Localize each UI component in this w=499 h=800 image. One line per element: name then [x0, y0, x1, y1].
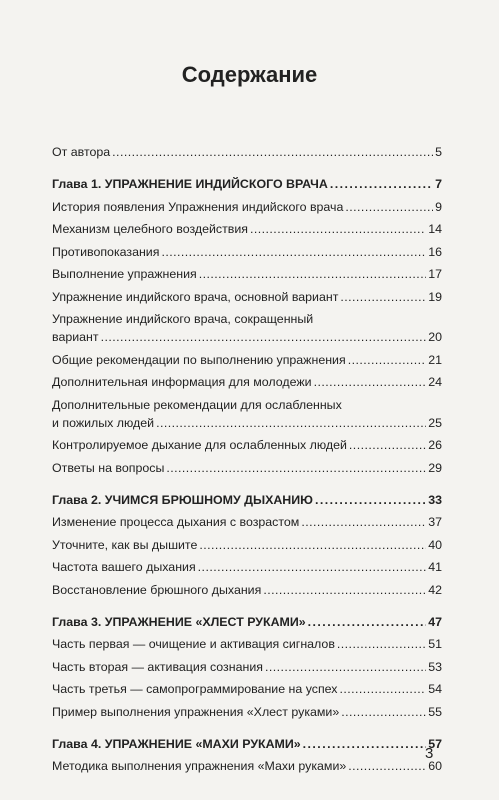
chapter-title: Глава 3. УПРАЖНЕНИЕ «ХЛЕСТ РУКАМИ»: [52, 614, 306, 629]
toc-entry-text: Ответы на вопросы: [52, 460, 165, 475]
leader-dots: [250, 220, 426, 238]
toc-entry-text: Восстановление брюшного дыхания: [52, 582, 262, 597]
page-number: 3: [425, 745, 434, 762]
toc-entry-row: [52, 536, 442, 554]
toc-entry-page: 24: [428, 375, 442, 389]
leader-dots: [301, 513, 426, 531]
toc-entry-text: От автора: [52, 145, 111, 159]
toc-entry-text: Часть вторая — активация сознания: [52, 659, 263, 674]
chapter-page: 57: [428, 736, 442, 751]
toc-entry-page: 51: [428, 637, 442, 651]
toc-entry-page: 19: [428, 289, 442, 304]
leader-dots: [330, 175, 433, 193]
toc-entry-text: Частота вашего дыхания: [52, 560, 196, 574]
leader-dots: [348, 757, 426, 775]
toc-entry: [52, 536, 442, 554]
toc-entry-text: Дополнительная информация для молодежи: [52, 375, 312, 389]
chapter-title: Глава 4. УПРАЖНЕНИЕ «МАХИ РУКАМИ»: [52, 736, 301, 751]
toc-entry-page: 16: [428, 244, 442, 259]
toc-entry-intro: [52, 143, 442, 161]
chapter-page: 33: [428, 492, 442, 507]
toc-entry: [52, 351, 442, 369]
toc-entry: [52, 703, 442, 721]
toc-entry-page: 26: [428, 438, 442, 452]
leader-dots: [337, 635, 426, 653]
toc-entry-row: [52, 373, 442, 391]
chapter-title: Глава 1. УПРАЖНЕНИЕ ИНДИЙСКОГО ВРАЧА: [52, 177, 328, 191]
toc-entry-text: Контролируемое дыхание для ослабленных людей: [52, 438, 347, 452]
leader-dots: [340, 288, 426, 306]
chapter-title: Глава 2. УЧИМСЯ БРЮШНОМУ ДЫХАНИЮ: [52, 492, 313, 507]
chapter-heading-row: [52, 491, 442, 509]
toc-entry: [52, 288, 442, 306]
toc-entry-row: [52, 558, 442, 576]
toc-entry-row: [52, 198, 442, 216]
chapter-spacer: [52, 161, 442, 175]
toc-entry-row: [52, 635, 442, 653]
toc-entry: [52, 558, 442, 576]
toc-entry-row: [52, 459, 442, 477]
toc-entry: [52, 220, 442, 238]
toc-entry: [52, 459, 442, 477]
toc-entry: [52, 396, 442, 432]
leader-dots: [199, 536, 426, 554]
toc-entry-row: [52, 220, 442, 238]
chapter-heading-row: [52, 175, 442, 193]
toc-entry-text: Уточните, как вы дышите: [52, 537, 198, 552]
chapter-page: 47: [428, 614, 442, 629]
leader-dots: [161, 243, 426, 261]
leader-dots: [263, 581, 426, 599]
toc-entry-row: [52, 414, 442, 432]
toc-entry-text: Общие рекомендации по выполнению упражнения: [52, 352, 346, 367]
toc-entry-page: 9: [435, 199, 442, 214]
toc-entry: [52, 198, 442, 216]
toc-entry-page: 14: [428, 222, 442, 236]
leader-dots: [340, 680, 427, 698]
table-of-contents: [52, 143, 442, 775]
toc-entry-row: [52, 243, 442, 261]
toc-entry-first-line: Дополнительные рекомендации для ослабленных: [52, 397, 342, 412]
toc-entry-row: [52, 436, 442, 454]
toc-entry-page: 40: [428, 537, 442, 552]
toc-entry-text: вариант: [52, 330, 99, 344]
toc-entry-page: 21: [428, 352, 442, 367]
leader-dots: [315, 491, 426, 509]
toc-entry: [52, 373, 442, 391]
toc-entry: [52, 310, 442, 346]
chapter-spacer: [52, 721, 442, 735]
toc-entry-text: и пожилых людей: [52, 415, 155, 430]
toc-entry-page: 17: [428, 267, 442, 281]
toc-entry-row: [52, 513, 442, 531]
leader-dots: [112, 143, 433, 161]
toc-entry: [52, 581, 442, 599]
toc-entry: [52, 680, 442, 698]
toc-entry-page: 54: [428, 682, 442, 696]
toc-entry-first-line: Упражнение индийского врача, сокращенный: [52, 312, 314, 326]
leader-dots: [349, 436, 426, 454]
toc-entry-text: Упражнение индийского врача, основной вариант: [52, 289, 339, 304]
leader-dots: [303, 735, 427, 753]
toc-entry-row: [52, 581, 442, 599]
chapter-spacer: [52, 477, 442, 491]
toc-entry-page: 55: [428, 704, 442, 719]
toc-entry-text: Изменение процесса дыхания с возрастом: [52, 515, 300, 529]
toc-entry-row: [52, 680, 442, 698]
chapter-spacer: [52, 599, 442, 613]
toc-entry-page: 25: [428, 415, 442, 430]
toc-entry: [52, 635, 442, 653]
toc-entry-text: Выполнение упражнения: [52, 267, 197, 281]
leader-dots: [341, 703, 426, 721]
toc-entry-row: [52, 658, 442, 676]
toc-entry-row: [52, 703, 442, 721]
toc-entry-page: 20: [428, 330, 442, 344]
chapter-heading: [52, 735, 442, 753]
leader-dots: [166, 459, 426, 477]
toc-entry-text: Механизм целебного воздействия: [52, 222, 248, 236]
toc-entry-row: [52, 351, 442, 369]
leader-dots: [314, 373, 427, 391]
leader-dots: [265, 658, 426, 676]
toc-entry-text: Часть первая — очищение и активация сигналов: [52, 637, 335, 651]
toc-entry-text: Противопоказания: [52, 244, 160, 259]
toc-entry-page: 41: [428, 560, 442, 574]
toc-entry-row: [52, 265, 442, 283]
leader-dots: [101, 328, 427, 346]
toc-entry-row: [52, 328, 442, 346]
leader-dots: [156, 414, 426, 432]
toc-entry-text: Пример выполнения упражнения «Хлест руками»: [52, 704, 340, 719]
leader-dots: [345, 198, 433, 216]
page-title: Содержание: [181, 62, 318, 87]
toc-entry: [52, 658, 442, 676]
toc-entry: [52, 243, 442, 261]
chapter-page: 7: [435, 177, 442, 191]
toc-entry-text: Методика выполнения упражнения «Махи руками»: [52, 759, 347, 773]
toc-entry-page: 29: [428, 460, 442, 475]
toc-entry-page: 60: [428, 759, 442, 773]
leader-dots: [199, 265, 426, 283]
toc-entry-page: 5: [435, 145, 442, 159]
chapter-heading-row: [52, 613, 442, 631]
leader-dots: [308, 613, 427, 631]
toc-entry-text: История появления Упражнения индийского врача: [52, 199, 344, 214]
toc-entry-text: Часть третья — самопрограммирование на успех: [52, 682, 338, 696]
toc-entry: [52, 757, 442, 775]
toc-entry: [52, 265, 442, 283]
toc-entry-row: [52, 288, 442, 306]
toc-entry-page: 42: [428, 582, 442, 597]
toc-entry: [52, 436, 442, 454]
chapter-heading: [52, 613, 442, 631]
chapter-heading: [52, 175, 442, 193]
toc-entry-page: 53: [428, 659, 442, 674]
toc-entry-row: [52, 757, 442, 775]
toc-entry-page: 37: [428, 515, 442, 529]
toc-entry: [52, 513, 442, 531]
leader-dots: [198, 558, 427, 576]
leader-dots: [348, 351, 427, 369]
chapter-heading: [52, 491, 442, 509]
chapter-heading-row: [52, 735, 442, 753]
